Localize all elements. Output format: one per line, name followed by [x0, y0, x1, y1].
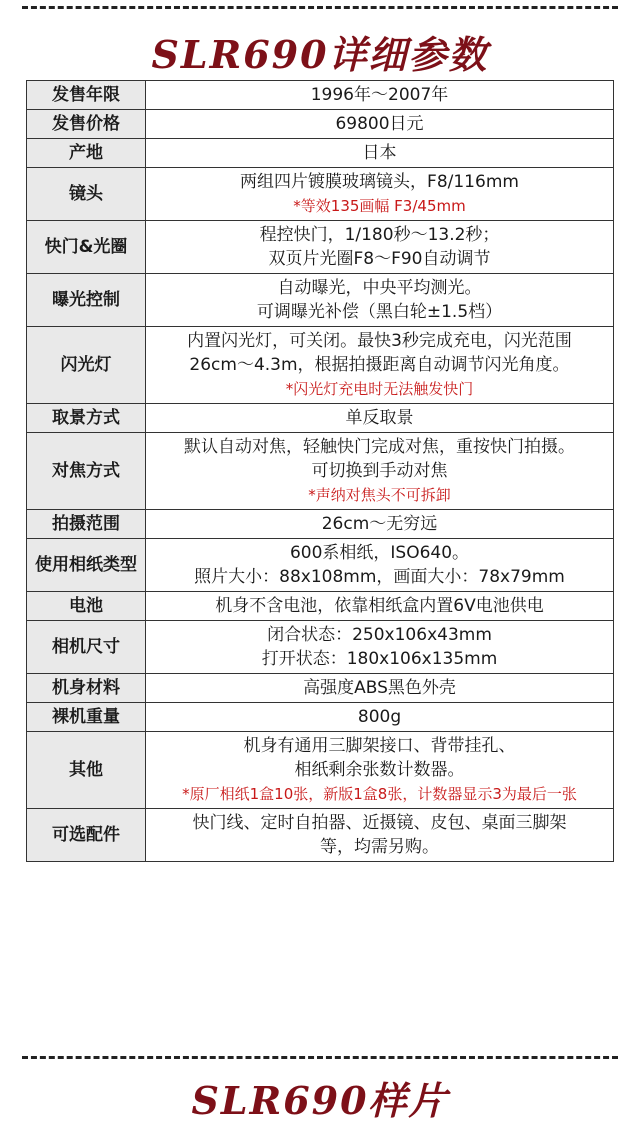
bottom-divider — [22, 1056, 618, 1059]
spec-value-line: 26cm～无穷远 — [321, 514, 438, 534]
spec-row — [27, 510, 614, 539]
spec-row — [27, 274, 614, 327]
spec-row — [27, 592, 614, 621]
spec-value — [146, 510, 614, 539]
spec-value-line: 高强度ABS黑色外壳 — [303, 678, 456, 698]
spec-row — [27, 732, 614, 809]
spec-label: 相机尺寸 — [27, 621, 146, 674]
spec-value-line: 默认自动对焦，轻触快门完成对焦，重按快门拍摄。 — [184, 437, 575, 457]
spec-value — [146, 274, 614, 327]
spec-table-body — [27, 81, 614, 862]
spec-value — [146, 139, 614, 168]
spec-label: 对焦方式 — [27, 433, 146, 510]
spec-value-line: 600系相纸，ISO640。 — [289, 543, 470, 563]
spec-value — [146, 404, 614, 433]
spec-value — [146, 327, 614, 404]
spec-label: 发售年限 — [27, 81, 146, 110]
page-title: SLR690详细参数 — [151, 32, 489, 77]
spec-value — [146, 539, 614, 592]
spec-row — [27, 404, 614, 433]
spec-row — [27, 539, 614, 592]
spec-label: 机身材料 — [27, 674, 146, 703]
spec-label: 使用相纸类型 — [27, 539, 146, 592]
spec-label: 其他 — [27, 732, 146, 809]
spec-label: 裸机重量 — [27, 703, 146, 732]
spec-value — [146, 732, 614, 809]
spec-label: 取景方式 — [27, 404, 146, 433]
spec-value-line: 等，均需另购。 — [320, 837, 439, 857]
spec-value — [146, 221, 614, 274]
spec-value-line: 26cm～4.3m，根据拍摄距离自动调节闪光角度。 — [189, 355, 570, 375]
spec-row — [27, 703, 614, 732]
spec-value-line: 两组四片镀膜玻璃镜头，F8/116mm — [240, 172, 519, 192]
spec-value — [146, 621, 614, 674]
spec-value-line: 可调曝光补偿（黑白轮±1.5档） — [256, 302, 503, 322]
spec-label: 电池 — [27, 592, 146, 621]
top-divider — [22, 6, 618, 9]
spec-label: 曝光控制 — [27, 274, 146, 327]
spec-label: 产地 — [27, 139, 146, 168]
spec-value-line: 机身不含电池，依靠相纸盒内置6V电池供电 — [215, 596, 544, 616]
spec-value-line: 自动曝光，中央平均测光。 — [277, 278, 482, 298]
spec-value-line: 单反取景 — [345, 408, 414, 428]
spec-value-line: 快门线、定时自拍器、近摄镜、皮包、桌面三脚架 — [192, 813, 567, 833]
spec-note: *原厂相纸1盒10张，新版1盒8张，计数器显示3为最后一张 — [182, 785, 577, 803]
spec-value — [146, 703, 614, 732]
spec-value-line: 双页片光圈F8～F90自动调节 — [268, 249, 491, 269]
spec-value-line: 闭合状态：250x106x43mm — [267, 625, 492, 645]
spec-value-line: 内置闪光灯，可关闭。最快3秒完成充电，闪光范围 — [187, 331, 572, 351]
spec-value-line: 打开状态：180x106x135mm — [261, 649, 498, 669]
spec-row — [27, 621, 614, 674]
section-title: SLR690样片 — [191, 1078, 449, 1123]
spec-table — [26, 80, 614, 862]
spec-value — [146, 110, 614, 139]
spec-value-line: 机身有通用三脚架接口、背带挂孔、 — [243, 736, 516, 756]
spec-row — [27, 809, 614, 862]
spec-value-line: 1996年～2007年 — [310, 85, 449, 105]
spec-value — [146, 168, 614, 221]
spec-value-line: 相纸剩余张数计数器。 — [294, 760, 465, 780]
spec-label: 拍摄范围 — [27, 510, 146, 539]
spec-value-line: 程控快门，1/180秒～13.2秒； — [259, 225, 500, 245]
spec-value-line: 照片大小：88x108mm，画面大小：78x79mm — [194, 567, 565, 587]
spec-row — [27, 221, 614, 274]
spec-value — [146, 433, 614, 510]
spec-label: 发售价格 — [27, 110, 146, 139]
spec-value-line: 69800日元 — [335, 114, 424, 134]
spec-value-line: 日本 — [362, 143, 397, 163]
spec-value — [146, 809, 614, 862]
spec-note: *等效135画幅 F3/45mm — [293, 197, 466, 215]
spec-row — [27, 81, 614, 110]
spec-label: 可选配件 — [27, 809, 146, 862]
spec-note: *声纳对焦头不可拆卸 — [308, 486, 451, 504]
spec-note: *闪光灯充电时无法触发快门 — [285, 380, 474, 398]
spec-value-line: 800g — [357, 707, 402, 727]
spec-row — [27, 674, 614, 703]
spec-row — [27, 327, 614, 404]
spec-value-line: 可切换到手动对焦 — [311, 461, 448, 481]
spec-row — [27, 433, 614, 510]
spec-value — [146, 81, 614, 110]
spec-label: 快门&光圈 — [27, 221, 146, 274]
spec-label: 镜头 — [27, 168, 146, 221]
spec-label: 闪光灯 — [27, 327, 146, 404]
spec-row — [27, 110, 614, 139]
spec-value — [146, 592, 614, 621]
spec-row — [27, 168, 614, 221]
spec-row — [27, 139, 614, 168]
spec-value — [146, 674, 614, 703]
